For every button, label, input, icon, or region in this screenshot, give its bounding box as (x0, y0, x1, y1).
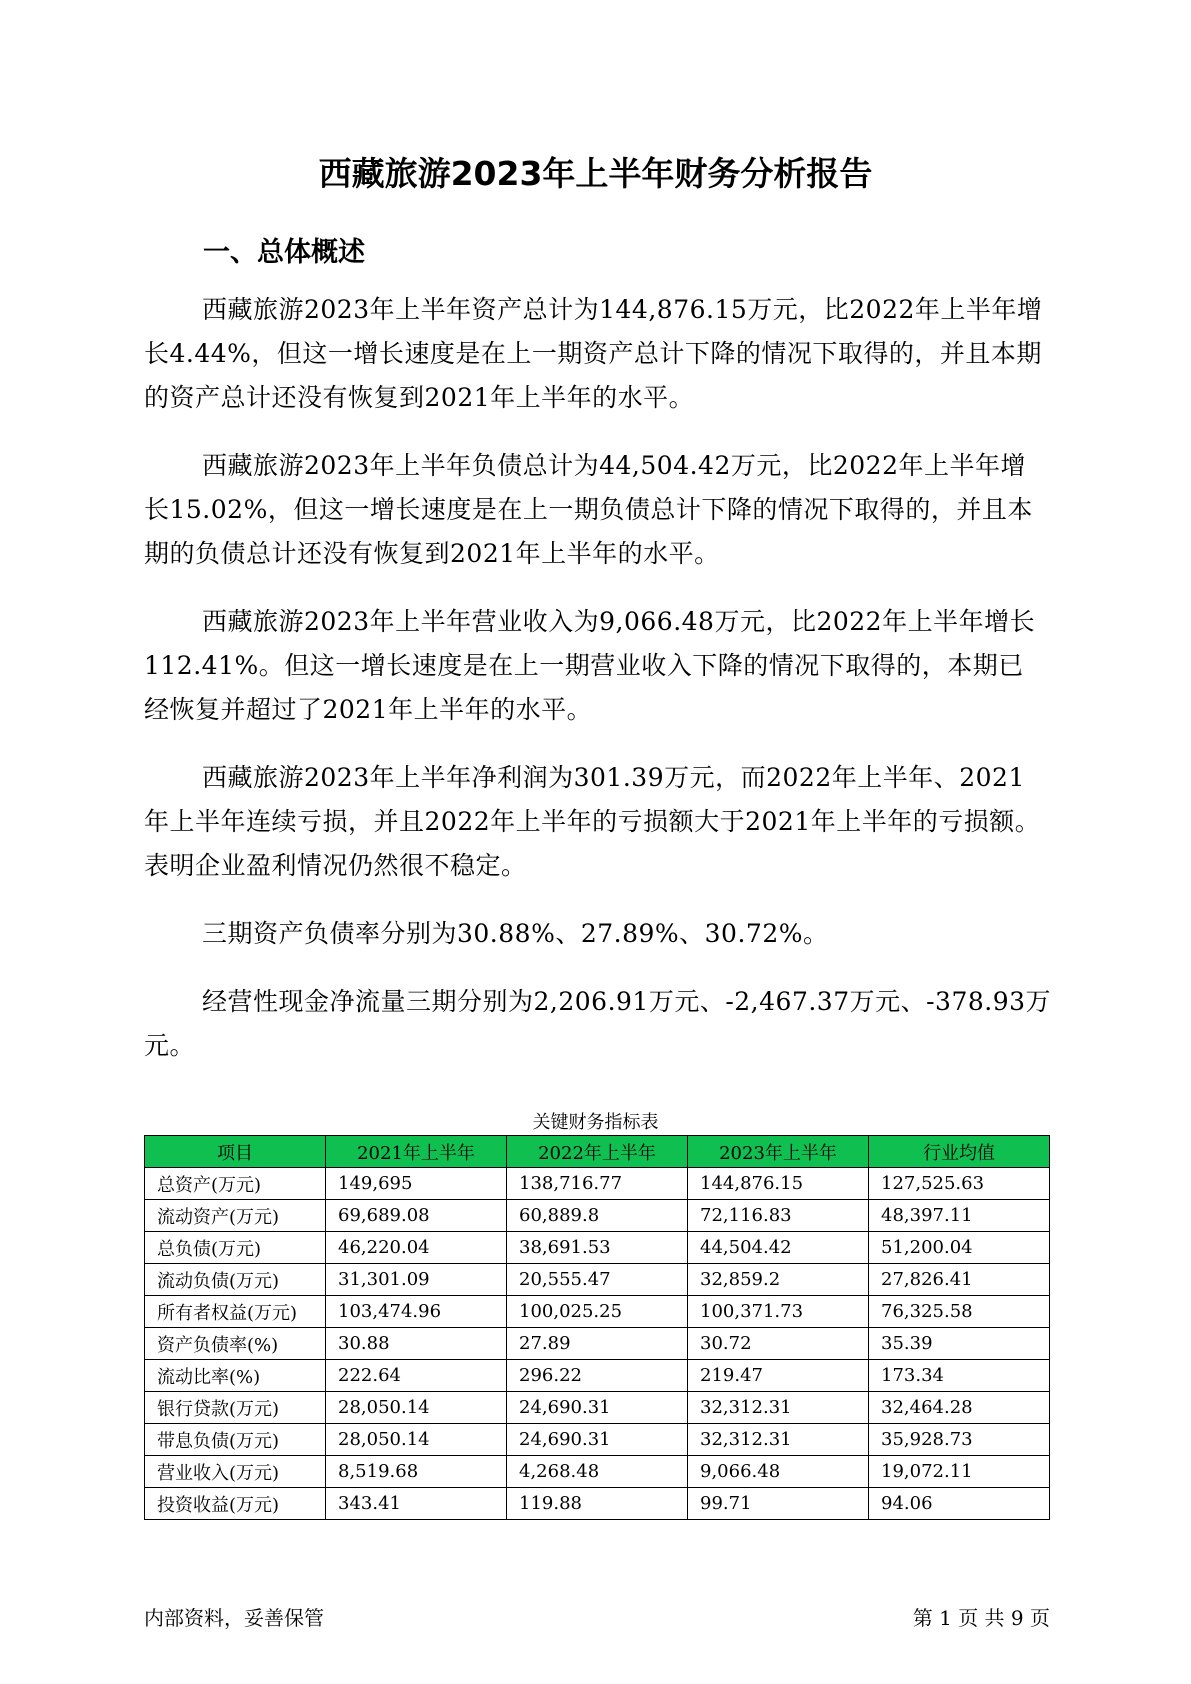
row-label-cell: 流动负债(万元) (145, 1264, 326, 1296)
value-cell: 173.34 (869, 1360, 1050, 1392)
value-cell: 30.88 (326, 1328, 507, 1360)
paragraph-assets: 西藏旅游2023年上半年资产总计为144,876.15万元，比2022年上半年增长4.44%，但这一增长速度是在上一期资产总计下降的情况下取得的，并且本期的资产总计还没有恢复到2021年上半年的水平。 (144, 295, 1043, 412)
value-cell: 46,220.04 (326, 1232, 507, 1264)
row-label-cell: 总资产(万元) (145, 1168, 326, 1200)
footer-confidential-note: 内部资料，妥善保管 (144, 1606, 324, 1630)
header-2022h1: 2022年上半年 (507, 1136, 688, 1168)
table-row (145, 1264, 1050, 1296)
row-label-cell: 资产负债率(%) (145, 1328, 326, 1360)
value-cell: 31,301.09 (326, 1264, 507, 1296)
header-industry-average: 行业均值 (869, 1136, 1050, 1168)
value-cell: 24,690.31 (507, 1424, 688, 1456)
value-cell: 99.71 (688, 1488, 869, 1520)
row-label-cell: 投资收益(万元) (145, 1488, 326, 1520)
value-cell: 296.22 (507, 1360, 688, 1392)
paragraph-net-profit: 西藏旅游2023年上半年净利润为301.39万元，而2022年上半年、2021年上半年连续亏损，并且2022年上半年的亏损额大于2021年上半年的亏损额。表明企业盈利情况仍然很不稳定。 (144, 763, 1041, 880)
value-cell: 35,928.73 (869, 1424, 1050, 1456)
table-row (145, 1232, 1050, 1264)
table-row (145, 1488, 1050, 1520)
value-cell: 19,072.11 (869, 1456, 1050, 1488)
value-cell: 60,889.8 (507, 1200, 688, 1232)
value-cell: 100,025.25 (507, 1296, 688, 1328)
value-cell: 30.72 (688, 1328, 869, 1360)
header-2023h1: 2023年上半年 (688, 1136, 869, 1168)
row-label-cell: 流动比率(%) (145, 1360, 326, 1392)
paragraph-liabilities: 西藏旅游2023年上半年负债总计为44,504.42万元，比2022年上半年增长15.02%，但这一增长速度是在上一期负债总计下降的情况下取得的，并且本期的负债总计还没有恢复到2021年上半年的水平。 (144, 451, 1033, 568)
value-cell: 38,691.53 (507, 1232, 688, 1264)
key-financial-indicators-table (144, 1135, 1050, 1520)
value-cell: 222.64 (326, 1360, 507, 1392)
value-cell: 24,690.31 (507, 1392, 688, 1424)
table-row (145, 1328, 1050, 1360)
section-heading-overview: 一、总体概述 (203, 237, 365, 268)
value-cell: 138,716.77 (507, 1168, 688, 1200)
value-cell: 72,116.83 (688, 1200, 869, 1232)
value-cell: 32,312.31 (688, 1392, 869, 1424)
value-cell: 119.88 (507, 1488, 688, 1520)
paragraph-cash-flow: 经营性现金净流量三期分别为2,206.91万元、-2,467.37万元、-378.93万元。 (144, 987, 1052, 1060)
table-row (145, 1456, 1050, 1488)
table-row (145, 1200, 1050, 1232)
table-row (145, 1424, 1050, 1456)
value-cell: 219.47 (688, 1360, 869, 1392)
paragraph-debt-ratio: 三期资产负债率分别为30.88%、27.89%、30.72%。 (202, 919, 829, 948)
table-row (145, 1392, 1050, 1424)
value-cell: 94.06 (869, 1488, 1050, 1520)
value-cell: 127,525.63 (869, 1168, 1050, 1200)
value-cell: 100,371.73 (688, 1296, 869, 1328)
value-cell: 27.89 (507, 1328, 688, 1360)
header-2021h1: 2021年上半年 (326, 1136, 507, 1168)
value-cell: 9,066.48 (688, 1456, 869, 1488)
table-row (145, 1168, 1050, 1200)
value-cell: 103,474.96 (326, 1296, 507, 1328)
value-cell: 28,050.14 (326, 1392, 507, 1424)
footer-page-number: 第 1 页 共 9 页 (912, 1606, 1050, 1630)
header-item: 项目 (145, 1136, 326, 1168)
value-cell: 32,859.2 (688, 1264, 869, 1296)
value-cell: 32,464.28 (869, 1392, 1050, 1424)
table-header-row (145, 1136, 1050, 1168)
table-row (145, 1360, 1050, 1392)
paragraph-revenue: 西藏旅游2023年上半年营业收入为9,066.48万元，比2022年上半年增长112.41%。但这一增长速度是在上一期营业收入下降的情况下取得的，本期已经恢复并超过了2021年上半年的水平。 (144, 607, 1036, 724)
value-cell: 20,555.47 (507, 1264, 688, 1296)
value-cell: 69,689.08 (326, 1200, 507, 1232)
value-cell: 144,876.15 (688, 1168, 869, 1200)
value-cell: 51,200.04 (869, 1232, 1050, 1264)
value-cell: 76,325.58 (869, 1296, 1050, 1328)
value-cell: 32,312.31 (688, 1424, 869, 1456)
value-cell: 35.39 (869, 1328, 1050, 1360)
value-cell: 343.41 (326, 1488, 507, 1520)
row-label-cell: 带息负债(万元) (145, 1424, 326, 1456)
document-title: 西藏旅游2023年上半年财务分析报告 (318, 154, 873, 193)
row-label-cell: 银行贷款(万元) (145, 1392, 326, 1424)
row-label-cell: 总负债(万元) (145, 1232, 326, 1264)
value-cell: 28,050.14 (326, 1424, 507, 1456)
value-cell: 27,826.41 (869, 1264, 1050, 1296)
value-cell: 48,397.11 (869, 1200, 1050, 1232)
value-cell: 8,519.68 (326, 1456, 507, 1488)
table-caption: 关键财务指标表 (532, 1112, 659, 1133)
row-label-cell: 所有者权益(万元) (145, 1296, 326, 1328)
value-cell: 44,504.42 (688, 1232, 869, 1264)
table-row (145, 1296, 1050, 1328)
value-cell: 4,268.48 (507, 1456, 688, 1488)
row-label-cell: 流动资产(万元) (145, 1200, 326, 1232)
row-label-cell: 营业收入(万元) (145, 1456, 326, 1488)
value-cell: 149,695 (326, 1168, 507, 1200)
